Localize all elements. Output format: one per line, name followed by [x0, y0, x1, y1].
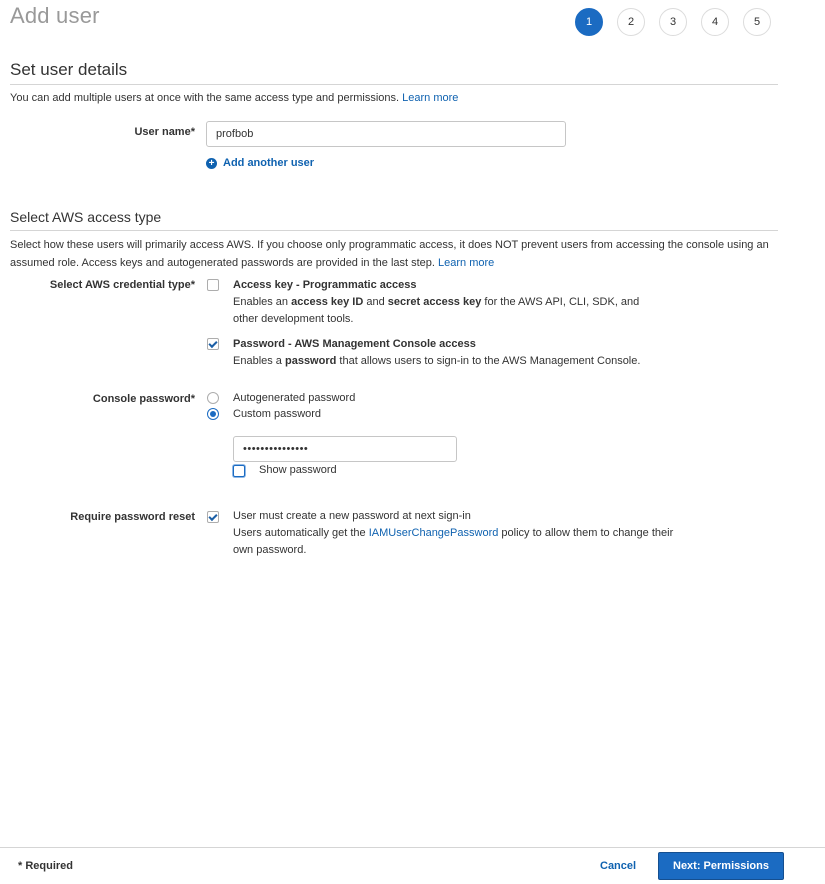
- show-password-checkbox[interactable]: [233, 465, 245, 477]
- programmatic-text-post: for the AWS API, CLI, SDK, and: [481, 296, 640, 308]
- access-type-description-line1: Select how these users will primarily access AWS. If you choose only programmatic access, it does NOT prevent users from accessing the console using an: [10, 239, 769, 251]
- learn-more-link[interactable]: Learn more: [402, 92, 459, 104]
- programmatic-text-mid: and: [363, 296, 388, 308]
- step-5[interactable]: 5: [743, 8, 771, 36]
- console-password-label: Console password*: [92, 393, 195, 405]
- show-password-label: Show password: [259, 464, 337, 476]
- password-term: password: [284, 355, 337, 367]
- page-title: Add user: [10, 3, 100, 28]
- add-another-user-label[interactable]: Add another user: [223, 157, 315, 169]
- next-permissions-button[interactable]: Next: Permissions: [658, 852, 784, 880]
- user-name-input[interactable]: [206, 121, 566, 147]
- user-name-label: User name*: [134, 126, 195, 138]
- iam-policy-link[interactable]: IAMUserChangePassword: [368, 527, 499, 539]
- user-details-description: [10, 89, 458, 107]
- programmatic-text-pre: Enables an: [233, 296, 292, 308]
- console-access-checkbox[interactable]: [207, 338, 219, 350]
- add-another-user-link[interactable]: [206, 157, 314, 169]
- step-2[interactable]: 2: [617, 8, 645, 36]
- console-text-pre: Enables a: [233, 355, 285, 367]
- password-reset-line3: own password.: [233, 544, 307, 556]
- learn-more-link[interactable]: Learn more: [438, 257, 495, 269]
- console-access-title: Password - AWS Management Console access: [233, 338, 476, 350]
- footer-divider: [0, 847, 825, 848]
- custom-password-label: Custom password: [233, 408, 322, 420]
- required-note: * Required: [18, 860, 74, 872]
- custom-password-radio[interactable]: [207, 408, 219, 420]
- section-divider: [10, 230, 778, 231]
- password-reset-label: Require password reset: [70, 511, 195, 523]
- password-reset-checkbox[interactable]: [207, 511, 219, 523]
- password-reset-line2-post: policy to allow them to change their: [498, 527, 674, 539]
- access-type-description: [10, 236, 769, 272]
- access-type-heading: Select AWS access type: [10, 209, 162, 225]
- access-key-id-term: access key ID: [291, 296, 364, 308]
- wizard-steps: [575, 8, 775, 36]
- programmatic-access-line1: [233, 294, 639, 311]
- programmatic-access-title: Access key - Programmatic access: [233, 279, 417, 291]
- user-details-heading: Set user details: [10, 60, 128, 79]
- programmatic-access-description: [233, 294, 639, 328]
- step-3[interactable]: 3: [659, 8, 687, 36]
- add-circle-icon: +: [206, 158, 217, 169]
- password-reset-line2-pre: Users automatically get the: [233, 527, 369, 539]
- credential-type-label: Select AWS credential type*: [49, 279, 195, 291]
- password-reset-description: [233, 508, 673, 559]
- section-divider: [10, 84, 778, 85]
- custom-password-input[interactable]: [233, 436, 457, 462]
- access-type-description-line2-text: assumed role. Access keys and autogenerated passwords are provided in the last step.: [10, 257, 435, 269]
- step-4[interactable]: 4: [701, 8, 729, 36]
- secret-access-key-term: secret access key: [387, 296, 482, 308]
- user-details-description-text: You can add multiple users at once with the same access type and permissions.: [10, 92, 400, 104]
- cancel-button[interactable]: Cancel: [600, 860, 637, 872]
- autogenerated-password-radio[interactable]: [207, 392, 219, 404]
- autogenerated-password-label: Autogenerated password: [233, 392, 356, 404]
- programmatic-access-line2: other development tools.: [233, 313, 354, 325]
- console-access-description: [233, 353, 640, 370]
- console-text-post: that allows users to sign-in to the AWS Management Console.: [336, 355, 641, 367]
- password-reset-line2: [233, 525, 673, 542]
- access-type-description-line2: [10, 254, 769, 272]
- programmatic-access-checkbox[interactable]: [207, 279, 219, 291]
- step-1[interactable]: 1: [575, 8, 603, 36]
- password-reset-line1: User must create a new password at next sign-in: [233, 510, 471, 522]
